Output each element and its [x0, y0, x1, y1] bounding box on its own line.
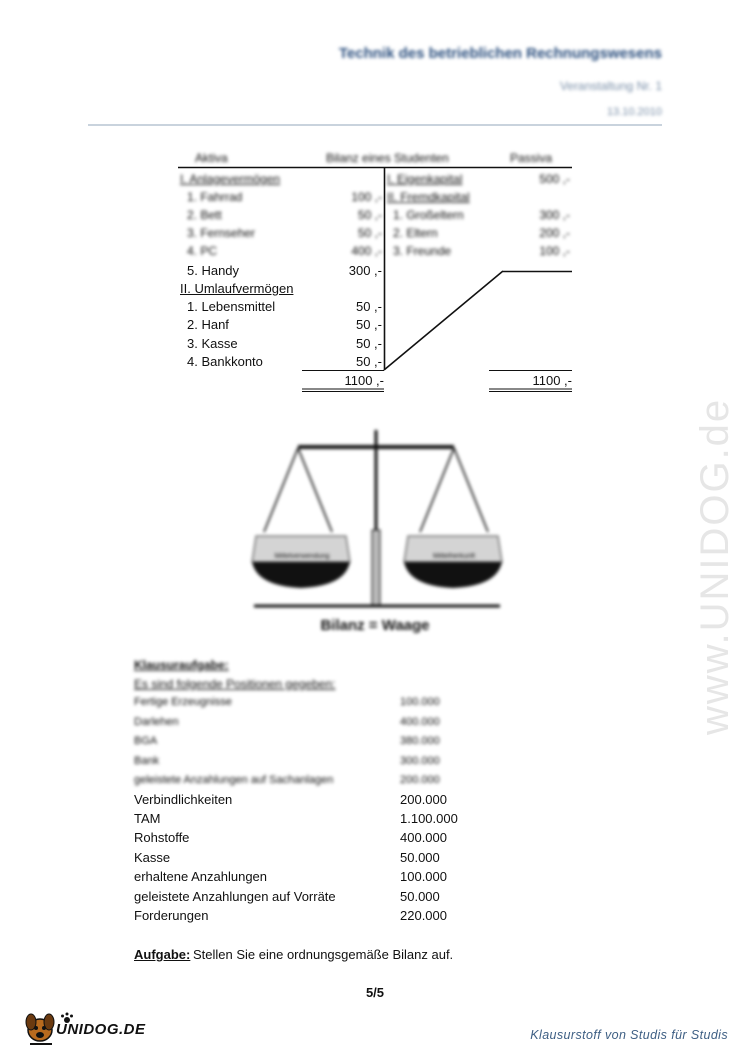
aktiva-total: 1100 ,- — [344, 373, 384, 388]
aktiva-row-value: 50 ,- — [355, 354, 382, 369]
aufgabe-text: Stellen Sie eine ordnungsgemäße Bilanz auf. — [193, 947, 454, 962]
page-number: 5/5 — [365, 985, 385, 1000]
aktiva-row-value: 300 ,- — [348, 263, 382, 278]
aktiva-row-label: 1. Fahrrad — [187, 190, 243, 204]
position-value: 1.100.000 — [400, 811, 458, 826]
aktiva-row-label: 4. PC — [187, 244, 218, 258]
passiva-row-label: II. Fremdkapital — [387, 190, 470, 204]
position-label: Verbindlichkeiten — [134, 792, 233, 807]
document-date: 13.10.2010 — [606, 106, 662, 118]
logo-text: UNIDOG.DE — [56, 1021, 146, 1038]
position-value: 380.000 — [400, 735, 440, 747]
balance-title: Bilanz eines Studenten — [326, 151, 449, 165]
position-value: 50.000 — [400, 889, 440, 904]
left-pan-label: Mittelverwendung — [274, 553, 330, 560]
position-label: Bank — [134, 755, 160, 767]
task-section — [0, 650, 750, 980]
balance-sheet — [0, 0, 750, 400]
passiva-header: Passiva — [510, 151, 553, 165]
aktiva-row-label: 3. Fernseher — [187, 226, 256, 240]
aktiva-row-label: 2. Hanf — [187, 317, 229, 332]
aktiva-row-value: 50 ,- — [357, 226, 382, 240]
position-label: Kasse — [134, 850, 171, 865]
aktiva-row-value: 400 ,- — [351, 244, 382, 258]
task-heading: Klausuraufgabe: — [134, 658, 229, 672]
passiva-row-value: 100 ,- — [539, 244, 570, 258]
aktiva-row-label: I. Anlagevermögen — [180, 172, 281, 186]
document-subtitle: Veranstaltung Nr. 1 — [559, 79, 662, 93]
passiva-row-value: 200 ,- — [539, 226, 570, 240]
passiva-total: 1100 ,- — [532, 373, 572, 388]
position-label: Rohstoffe — [134, 830, 190, 845]
scale-drawing — [0, 420, 750, 620]
position-label: TAM — [134, 811, 161, 826]
position-value: 220.000 — [400, 908, 447, 923]
task-intro: Es sind folgende Positionen gegeben: — [134, 677, 336, 691]
aufgabe-label: Aufgabe: — [134, 947, 191, 962]
position-value: 100.000 — [400, 696, 440, 708]
document-title: Technik des betrieblichen Rechnungswesens — [338, 45, 662, 62]
position-value: 200.000 — [400, 774, 440, 786]
aktiva-row-label: II. Umlaufvermögen — [180, 281, 294, 296]
position-label: erhaltene Anzahlungen — [134, 869, 268, 884]
watermark — [690, 280, 750, 740]
position-value: 100.000 — [400, 869, 447, 884]
position-label: Fertige Erzeugnisse — [134, 696, 232, 708]
footer-tagline: Klausurstoff von Studis für Studis — [530, 1028, 728, 1042]
aktiva-row-value: 100 ,- — [351, 190, 382, 204]
passiva-row-label: 2. Eltern — [393, 226, 438, 240]
passiva-row-value: 300 ,- — [539, 208, 570, 222]
position-value: 400.000 — [400, 716, 440, 728]
position-label: Forderungen — [134, 908, 209, 923]
aktiva-row-value: 50 ,- — [357, 208, 382, 222]
aktiva-header: Aktiva — [195, 151, 228, 165]
position-value: 300.000 — [400, 755, 440, 767]
passiva-row-label: I. Eigenkapital — [387, 172, 463, 186]
right-pan-label: Mittelherkunft — [432, 553, 476, 560]
position-label: geleistete Anzahlungen auf Vorräte — [134, 889, 336, 904]
position-label: BGA — [134, 735, 158, 747]
passiva-row-value: 500 ,- — [539, 172, 570, 186]
passiva-row-label: 3. Freunde — [393, 244, 452, 258]
aktiva-row-label: 2. Bett — [187, 208, 222, 222]
watermark-text: www.UNIDOG.de — [693, 397, 737, 735]
position-label: Darlehen — [134, 716, 179, 728]
position-label: geleistete Anzahlungen auf Sachanlagen — [134, 774, 334, 786]
position-value: 50.000 — [400, 850, 440, 865]
scale-illustration — [0, 420, 750, 650]
aktiva-row-label: 5. Handy — [187, 263, 240, 278]
aktiva-row-value: 50 ,- — [355, 299, 382, 314]
aktiva-row-value: 50 ,- — [355, 317, 382, 332]
aktiva-row-label: 4. Bankkonto — [187, 354, 263, 369]
aktiva-row-value: 50 ,- — [355, 336, 382, 351]
position-value: 200.000 — [400, 792, 447, 807]
scale-caption: Bilanz = Waage — [320, 617, 430, 634]
passiva-row-label: 1. Großeltern — [393, 208, 464, 222]
position-value: 400.000 — [400, 830, 447, 845]
aktiva-row-label: 1. Lebensmittel — [187, 299, 276, 314]
aktiva-row-label: 3. Kasse — [187, 336, 238, 351]
